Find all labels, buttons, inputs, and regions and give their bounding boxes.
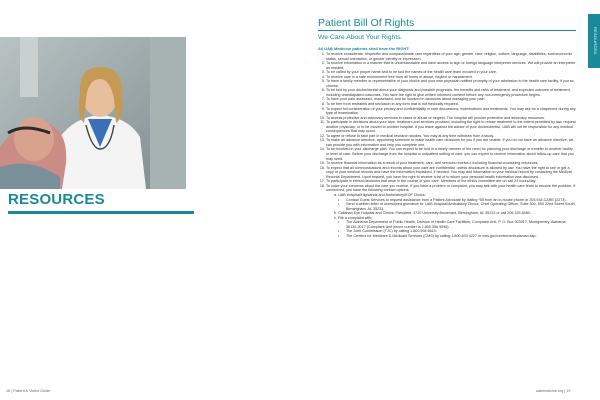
option-b: b. Callahan Eye Hospital and Clinics: President, 1720 University Boulevard, Birmingham, AL 35233 or call 205.325.8380. <box>334 211 531 216</box>
option-c-bullet: • The Joint Commission (TJC) by calling 1.800.994.6610. <box>338 229 576 234</box>
list-item: 6. To be told by your doctor/dentist about your diagnosis and possible prognosis, the benefits and risks of treatment, and expected outcome of treatment, including unanticipated outcomes. You have the right to give written informed consent before any non-emergency procedure begins. <box>321 88 571 97</box>
footer-right: uabmedicine.org | 19 <box>536 389 571 393</box>
list-item: 7. To have your pain assessed, reassessed, and be involved in decisions about managing your pain. <box>321 97 486 102</box>
right-page <box>318 0 584 400</box>
option-a: a. UAB Hospital/Highlands and Ambulatory/KOF Clinics: • Contact Guest Services to request assistance from a Patient Advocate by dialing *55 from an in-house phone or 205.934.CARE (2273). • Send a written letter of unresolved grievance to: UAB Hospital/Ambulatory Clinics, Chief Operating Officer, Suite 500, 500 22nd Street South, Birmingham, AL 35233. <box>326 193 576 211</box>
patient-care-photo <box>0 37 186 189</box>
rights-list <box>318 52 576 238</box>
page-title: Patient Bill Of Rights <box>318 17 415 29</box>
list-item: 3. To be called by your proper name and to be told the names of the health care team involved in your care. <box>321 70 497 75</box>
list-item: 13. To make an advance directive, appointing someone to make health care decisions for you if you are unable. If you do not have an advance directive, we can provide you with information and help you complete one. <box>319 138 574 147</box>
section-title: RESOURCES <box>8 191 105 208</box>
list-item: 1. To receive considerate, respectful and compassionate care regardless of your age, gender, race, religion, culture, language, disabilities, socioeconomic status, sexual orientation, or gender identity or expression. <box>321 52 573 61</box>
rights-intro: All UAB Medicine patients shall have the RIGHT: <box>318 46 410 51</box>
section-title-rule <box>8 211 194 214</box>
list-item: 14. To be involved in your discharge plan. You can expect to be told in a timely manner of the need for planning your discharge or transfer to another facility or level of care. Before your discharge from the hospital or outpatient setting of care, you can expect to receive information about follow-up care that you may need. <box>319 147 574 161</box>
option-c-bullet: • The Centers for Medicare & Medicaid Services (CMS) by calling 1.800.633.4227 or cms.gov/center/ombudsman.asp. <box>338 234 576 239</box>
option-a-bullet: • Contact Guest Services to request assistance from a Patient Advocate by dialing *55 from an in-house phone or 205.934.CARE (2273). <box>338 198 576 203</box>
list-item: 8. To be free from restraints and seclusion in any form that is not medically required. <box>321 102 459 107</box>
list-item: 9. To expect full consideration of your privacy and confidentiality in care discussions, examinations and treatments. You may ask for a chaperone during any type of examination. <box>321 106 576 116</box>
page-subtitle: We Care About Your Rights. <box>318 34 403 41</box>
option-c-bullet: • The Alabama Department of Public Health, Division of Health Care Facilities, Complaint Unit, P. O. Box 303017, Montgomery, Alabama 36130-3017 (Complaint Unit phone number is 1.800.356.9596). <box>338 220 576 229</box>
side-tab-label: RESOURCES <box>593 27 598 55</box>
list-item: 15. To receive financial information as a result of your treatment, care, and services received, including financial counseling resources. <box>319 161 539 166</box>
option-c: c. File a complaint with: • The Alabama Department of Public Health, Division of Health Care Facilities, Complaint Unit, P. O. Box 303017, Montgomery, Alabama 36130-3017 (Complaint Unit phone number is 1.800.356.9596). • The Joint Commission (TJC) by calling 1.800.994.6610. • The Centers for Medicare & Medicaid Services (CMS) by calling 1.800.633.4227 or cms.gov/center/ombudsman.asp. <box>326 216 576 239</box>
list-item: 2. To receive information in a manner that is understandable and have access to sign or foreign language interpreter services. We will provide an interpreter as needed. <box>321 61 576 70</box>
list-item: 16. To expect that all communications and records about your care are confidential, unless disclosure is allowed by law. You have the right to see or get a copy of your medical records and have the information explained, if needed. You may add information to your medical record by contacting the Medical Records Department. Upon request, you have the right to receive a list of to whom your personal health information was disclosed. <box>319 165 572 179</box>
option-a-bullet: • Send a written letter of unresolved grievance to: UAB Hospital/Ambulatory Clinics, Chief Operating Officer, Suite 500, 500 22nd Street South, Birmingham, AL 35233. <box>338 202 576 211</box>
contact-options <box>326 193 576 238</box>
list-item: 4. To receive care in a safe environment free from all forms of abuse, neglect or harassment. <box>321 74 473 79</box>
footer-left: 16 | Patient & Visitor Guide <box>6 389 51 393</box>
list-item: 11. To participate in decisions about your care, treatment and services provided, including the right to refuse treatment to the extent permitted by law, request another physician, or to be moved to another hospital. If you leave against the advice of your doctor/dentist, UAB will not be responsible for any medical consequences that may occur. <box>320 120 576 134</box>
list-item: 17. To participate in ethical decisions that arise in the course of your care. Members of the ethics committee are on call 24 hours/day. <box>319 179 537 184</box>
list-item: 5. To have a family member or representative of your choice and your own physician notified promptly of your admission to the health care facility, if you so choose. <box>321 79 574 88</box>
list-item: 12. To agree or refuse to take part in medical research studies. You may at any time withdraw from a study. <box>319 133 494 138</box>
list-item: 10. To access protective and advocacy services in cases of abuse or neglect. The hospital will provide protective and advocacy resources. <box>319 115 546 120</box>
title-rule <box>318 30 576 31</box>
section-side-tab <box>588 14 600 68</box>
list-item: 18. To voice your concerns about the care you receive. If you have a problem or complaint, you may talk with your health care team to resolve the problem. If unresolved, you have the following contact options: a. UAB Hospital/Highlands and Ambulatory/KOF Clinics: • Contact Guest Services to request assistance from a Patient Advocate by dialing *55 from an in-house phone or 205.934.CARE (2273). • Send a written letter of unresolved grievance to: UAB Hospital/Ambulatory Clinics, Chief Operating Officer, Suite 500, 500 22nd Street South, Birmingham, AL 35233. b. Callahan Eye Hospital and Clinics: President, 1720 University Boulevard, Birmingham, AL 35233 or call 205.325.8380. c. File a complaint with: • The Alabama Department of Public Health, Division of Health Care Facilities, Complaint Unit, P. O. Box 303017, Montgomery, Alabama 36130-3017 (Complaint Unit phone number is 1.800.356.9596). • The Joint Commission (TJC) by calling 1.800.994.6610. • The Centers for Medicare & Medicaid Services (CMS) by calling 1.800.633.4227 or cms.gov/center/ombudsman.asp. <box>318 184 576 239</box>
